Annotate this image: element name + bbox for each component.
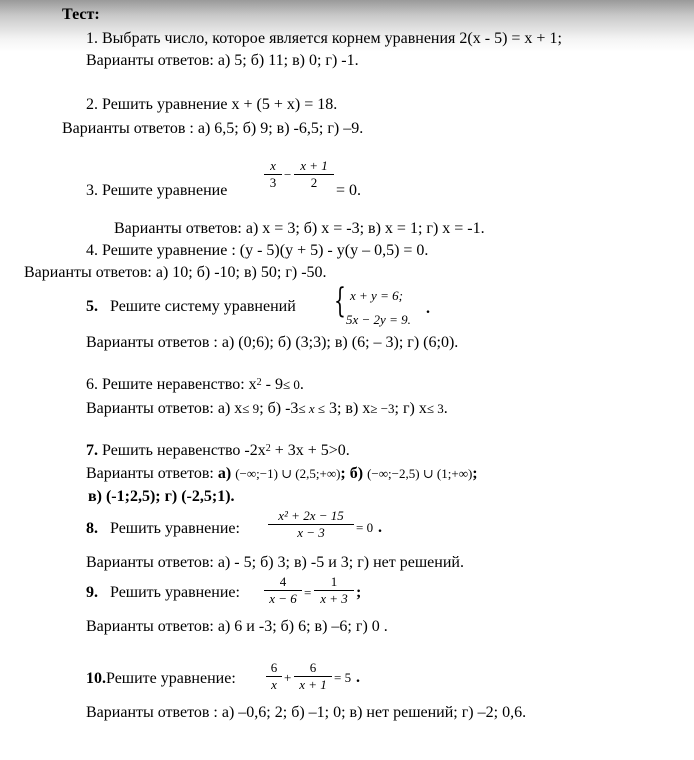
question-3-fraction-1 xyxy=(264,158,282,191)
question-9-answers: Варианты ответов: а) 6 и -3; б) 6; в) –6; г) 0 . xyxy=(86,618,388,635)
fraction-numerator: 6 xyxy=(309,660,317,675)
fraction-denominator: x xyxy=(271,677,277,692)
question-7-exponent: 2 xyxy=(265,443,271,454)
question-9-fraction-2 xyxy=(314,574,354,607)
question-10-equals: = 5 xyxy=(334,670,352,685)
question-6-exponent: 2 xyxy=(256,377,262,388)
question-10-answers: Варианты ответов : а) –0,6; 2; б) –1; 0; в) нет решений; г) –2; 0,6. xyxy=(86,704,527,721)
question-8-answers: Варианты ответов: а) - 5; б) 3; в) -5 и 3; г) нет решений. xyxy=(86,554,464,571)
fraction-numerator: x xyxy=(270,158,276,173)
question-8-label: Решить уравнение: xyxy=(110,520,240,537)
answer-b-label: б) xyxy=(349,465,364,482)
question-10-text xyxy=(86,670,236,688)
question-10-number: 10. xyxy=(86,670,106,687)
question-10-fraction-2 xyxy=(294,660,332,693)
question-3-answers: Варианты ответов: а) х = 3; б) х = -3; в) х = 1; г) х = -1. xyxy=(114,220,485,237)
question-10-fraction-1 xyxy=(266,660,282,693)
answer-a-separator: ; xyxy=(340,465,346,482)
answer-b-relation: ≤ x ≤ xyxy=(298,401,325,416)
question-9-equals: = xyxy=(304,585,312,600)
question-8-equals: = 0 xyxy=(356,520,374,535)
question-3-label: 3. Решите уравнение xyxy=(86,182,228,199)
question-6-end: . xyxy=(299,376,304,393)
question-5-label: Решите систему уравнений xyxy=(110,298,296,315)
question-10-plus: + xyxy=(284,670,292,685)
question-6-answers-end: . xyxy=(443,400,448,417)
question-7-text xyxy=(86,442,350,460)
question-9-semicolon: ; xyxy=(356,584,362,601)
answer-b-post: 3; в) х xyxy=(324,400,371,417)
question-9-fraction-1 xyxy=(264,574,302,607)
question-3-fraction-2 xyxy=(294,158,334,191)
question-3-equals: = 0. xyxy=(336,182,362,199)
question-8-dot: . xyxy=(378,519,382,536)
answer-d: ≤ 3 xyxy=(426,401,444,416)
question-2-answers: Варианты ответов : а) 6,5; б) 9; в) -6,5; г) –9. xyxy=(62,120,364,137)
question-9-number: 9. xyxy=(86,584,98,601)
answer-b-separator: ; xyxy=(472,465,478,482)
fraction-denominator: x + 3 xyxy=(320,591,348,606)
answer-d-prefix: ; г) х xyxy=(394,400,427,417)
question-3-minus: − xyxy=(284,167,292,182)
question-5-dot: . xyxy=(426,300,430,317)
fraction-denominator: x + 1 xyxy=(299,677,327,692)
answer-a-label: а) xyxy=(217,465,232,482)
fraction-numerator: x + 1 xyxy=(300,158,328,173)
question-6-answers xyxy=(86,400,448,418)
question-1-answers: Варианты ответов: а) 5; б) 11; в) 0; г) -1. xyxy=(86,52,359,69)
fraction-denominator: 2 xyxy=(310,175,318,190)
question-6-relation: ≤ 0 xyxy=(282,377,300,392)
question-6-text xyxy=(86,376,304,394)
question-6-text-post: - 9 xyxy=(261,376,283,393)
page-title: Тест: xyxy=(62,6,100,23)
question-9-label: Решить уравнение: xyxy=(110,584,240,601)
question-7-answers xyxy=(86,465,478,483)
fraction-numerator: 1 xyxy=(330,574,338,589)
question-5-answers: Варианты ответов : а) (0;6); б) (3;3); в) (6; – 3); г) (6;0). xyxy=(86,334,459,351)
question-7-number: 7. xyxy=(86,442,98,459)
fraction-denominator: x − 3 xyxy=(297,525,325,540)
question-8-number: 8. xyxy=(86,520,98,537)
question-1-text: 1. Выбрать число, которое является корнем уравнения 2(х - 5) = х + 1; xyxy=(86,30,562,47)
system-equation-1: x + y = 6; xyxy=(350,288,403,303)
fraction-denominator: 3 xyxy=(269,175,277,190)
answer-a: (−∞;−1) ∪ (2,5;+∞) xyxy=(235,466,341,481)
fraction-denominator: x − 6 xyxy=(269,591,297,606)
question-6-answers-prefix: Варианты ответов: а) х xyxy=(86,400,243,417)
question-4-answers: Варианты ответов: а) 10; б) -10; в) 50; г) -50. xyxy=(24,264,327,281)
question-7-answers-prefix: Варианты ответов: xyxy=(86,465,214,482)
question-7-text-post: + 3х + 5>0. xyxy=(270,442,350,459)
question-2-text: 2. Решить уравнение х + (5 + х) = 18. xyxy=(86,96,338,113)
question-5-number: 5. xyxy=(86,298,98,315)
question-10-label: Решите уравнение: xyxy=(106,670,236,687)
answer-b: (−∞;−2,5) ∪ (1;+∞) xyxy=(367,466,473,481)
question-7-answers-line-2: в) (-1;2,5); г) (-2,5;1). xyxy=(88,488,235,505)
answer-c: ≥ −3 xyxy=(370,401,395,416)
fraction-numerator: x² + 2x − 15 xyxy=(278,508,344,523)
question-8-fraction xyxy=(268,508,354,541)
system-brace: { xyxy=(334,281,346,321)
question-7-text-pre: Решить неравенство -2х xyxy=(102,442,266,459)
question-6-text-pre: 6. Решите неравенство: х xyxy=(86,376,257,393)
question-4-text: 4. Решите уравнение : (у - 5)(у + 5) - у(у – 0,5) = 0. xyxy=(86,242,429,259)
system-equation-2: 5x − 2y = 9. xyxy=(346,312,411,327)
fraction-numerator: 6 xyxy=(270,660,278,675)
answer-b-prefix: ; б) -3 xyxy=(259,400,299,417)
answer-a: ≤ 9 xyxy=(242,401,260,416)
fraction-numerator: 4 xyxy=(279,574,287,589)
question-10-dot: . xyxy=(356,669,360,686)
